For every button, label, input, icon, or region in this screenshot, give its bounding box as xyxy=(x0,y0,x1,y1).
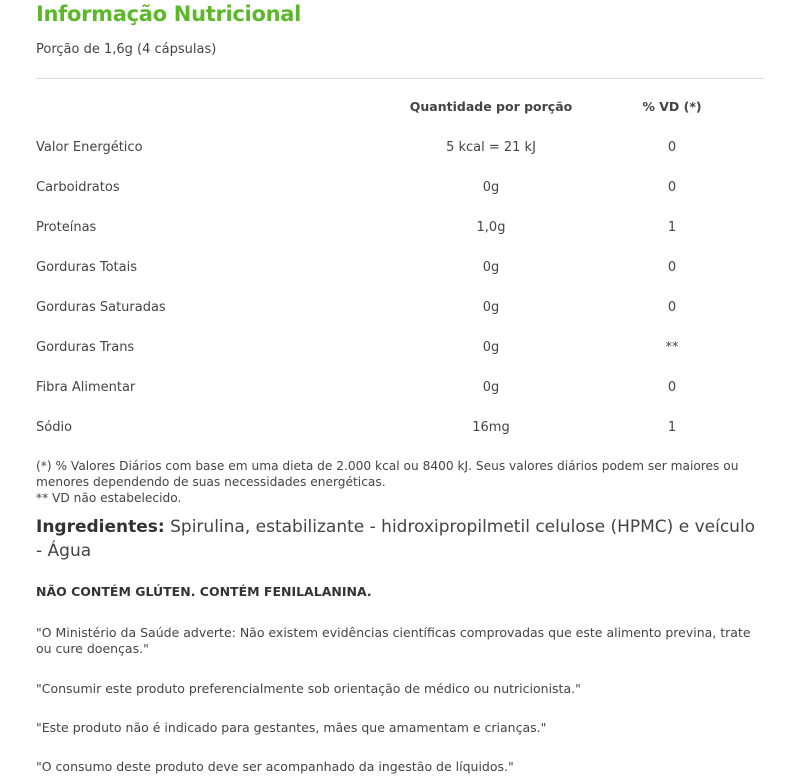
consumption-advice: "Consumir este produto preferencialmente sob orientação de médico ou nutricionista." xyxy=(36,681,581,696)
nutrient-name: Proteínas xyxy=(36,220,97,235)
gluten-notice: NÃO CONTÉM GLÚTEN. CONTÉM FENILALANINA. xyxy=(36,584,372,599)
nutrient-name: Gorduras Totais xyxy=(36,260,137,275)
header-quantity: Quantidade por porção xyxy=(409,99,573,114)
restriction-notice: "Este produto não é indicado para gestantes, mães que amamentam e crianças." xyxy=(36,720,547,735)
divider xyxy=(36,78,764,79)
ingredients-text: Spirulina, estabilizante - hidroxipropilmetil celulose (HPMC) e veículo - Água xyxy=(36,517,756,561)
portion-text: Porção de 1,6g (4 cápsulas) xyxy=(36,42,217,57)
ingredients-label: Ingredientes: xyxy=(36,517,165,537)
nutrient-name: Fibra Alimentar xyxy=(36,380,136,395)
nutrient-vd: 0 xyxy=(667,380,677,395)
footnote xyxy=(36,458,756,506)
table-row xyxy=(0,260,800,280)
nutrient-name: Sódio xyxy=(36,420,73,435)
footnote-vd-basis: (*) % Valores Diários com base em uma dieta de 2.000 kcal ou 8400 kJ. Seus valores diários podem ser maiores ou menores dependendo de suas necessidades energéticas. xyxy=(36,459,739,489)
footnote-vd-not-established: ** VD não estabelecido. xyxy=(36,491,182,505)
nutrient-vd: 0 xyxy=(667,140,677,155)
table-row xyxy=(0,180,800,200)
table-row xyxy=(0,340,800,360)
nutrient-quantity: 16mg xyxy=(472,420,510,435)
nutrient-vd: 0 xyxy=(667,260,677,275)
nutrient-quantity: 0g xyxy=(482,340,500,355)
nutrient-quantity: 0g xyxy=(482,380,500,395)
health-ministry-warning: "O Ministério da Saúde adverte: Não existem evidências científicas comprovadas que este alimento previna, trate ou cure doenças." xyxy=(36,625,751,656)
nutrient-quantity: 5 kcal = 21 kJ xyxy=(446,140,536,155)
nutrient-quantity: 1,0g xyxy=(476,220,506,235)
nutrient-name: Gorduras Saturadas xyxy=(36,300,166,315)
nutrient-name: Valor Energético xyxy=(36,140,143,155)
nutrient-name: Gorduras Trans xyxy=(36,340,135,355)
nutrient-vd: 0 xyxy=(667,180,677,195)
header-vd: % VD (*) xyxy=(642,99,702,114)
ingredients xyxy=(36,515,756,563)
liquid-intake-notice: "O consumo deste produto deve ser acompanhado da ingestão de líquidos." xyxy=(36,759,514,774)
table-row xyxy=(0,220,800,240)
page-title: Informação Nutricional xyxy=(36,2,302,26)
nutrient-quantity: 0g xyxy=(482,300,500,315)
nutrient-vd: ** xyxy=(665,340,679,355)
nutrient-vd: 1 xyxy=(667,420,677,435)
table-row xyxy=(0,140,800,160)
nutrient-vd: 0 xyxy=(667,300,677,315)
table-row xyxy=(0,300,800,320)
nutrient-quantity: 0g xyxy=(482,260,500,275)
table-row xyxy=(0,420,800,440)
nutrient-name: Carboidratos xyxy=(36,180,120,195)
nutrient-vd: 1 xyxy=(667,220,677,235)
table-row xyxy=(0,380,800,400)
nutrient-quantity: 0g xyxy=(482,180,500,195)
